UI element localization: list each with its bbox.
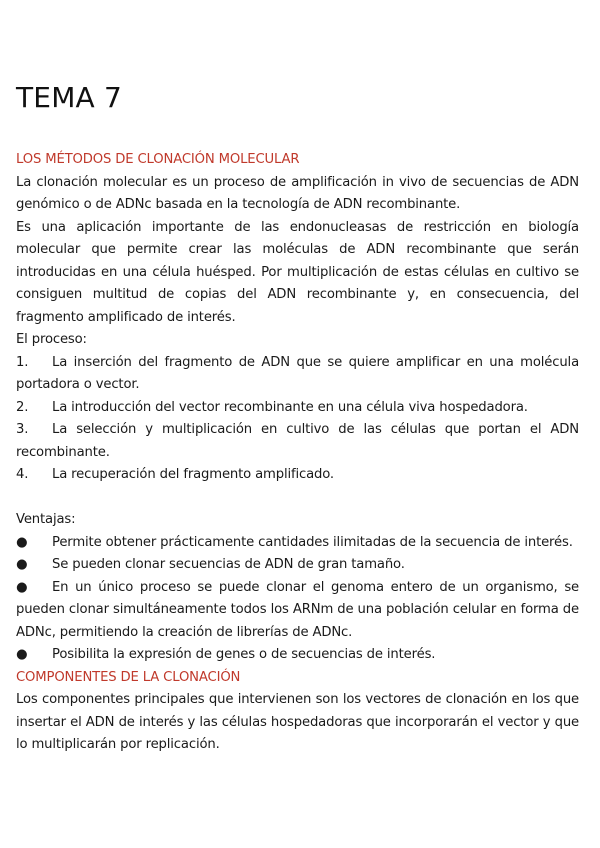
advantage-item xyxy=(16,532,579,555)
step-text: La recuperación del fragmento amplificado. xyxy=(52,467,334,482)
advantage-text: Posibilita la expresión de genes o de secuencias de interés. xyxy=(52,647,436,662)
bullet-icon: ● xyxy=(16,579,28,595)
process-step xyxy=(16,397,579,420)
process-steps-list xyxy=(16,352,579,487)
step-number: 4. xyxy=(16,467,29,482)
document-content xyxy=(16,149,579,757)
bullet-icon: ● xyxy=(16,557,28,572)
advantage-item xyxy=(16,644,579,667)
process-label: El proceso: xyxy=(16,332,87,347)
process-step xyxy=(16,419,579,464)
step-text: La selección y multiplicación en cultivo de las células que portan el ADN recombinante. xyxy=(16,422,579,460)
bullet-icon: ● xyxy=(16,534,28,550)
process-step xyxy=(16,464,579,487)
section-heading-componentes: COMPONENTES DE LA CLONACIÓN xyxy=(16,669,241,685)
step-number: 2. xyxy=(16,399,29,415)
step-text: La introducción del vector recombinante en una célula viva hospedadora. xyxy=(52,399,528,415)
step-number: 3. xyxy=(16,422,29,437)
paragraph-components: Los componentes principales que intervienen son los vectores de clonación en los que insertar el ADN de interés y las células hospedadoras que incorporarán el vector y que lo multiplicarán por replicación. xyxy=(16,692,579,752)
step-number: 1. xyxy=(16,354,29,370)
paragraph-application: Es una aplicación importante de las endonucleasas de restricción en biología molecular que permite crear las moléculas de ADN recombinante que serán introducidas en una célula huésped. Por multiplicación de estas células en cultivo se consiguen multitud de copias del ADN recombinante y, en consecuencia, del fragmento amplificado de interés. xyxy=(16,219,579,325)
process-step xyxy=(16,352,579,397)
bullet-icon: ● xyxy=(16,647,28,662)
advantage-text: En un único proceso se puede clonar el genoma entero de un organismo, se pueden clonar simultáneamente todos los ARNm de una población celular en forma de ADNc, permitiendo la creación de librerías de ADNc. xyxy=(16,579,579,640)
advantage-text: Permite obtener prácticamente cantidades ilimitadas de la secuencia de interés. xyxy=(52,534,573,550)
advantages-list xyxy=(16,532,579,667)
advantage-item xyxy=(16,577,579,645)
advantage-text: Se pueden clonar secuencias de ADN de gran tamaño. xyxy=(52,557,405,572)
step-text: La inserción del fragmento de ADN que se quiere amplificar en una molécula portadora o vector. xyxy=(16,354,579,392)
section-heading-metodos: LOS MÉTODOS DE CLONACIÓN MOLECULAR xyxy=(16,152,300,167)
blank-line xyxy=(16,487,579,510)
paragraph-definition: La clonación molecular es un proceso de amplificación in vivo de secuencias de ADN genómico o de ADNc basada en la tecnología de ADN recombinante. xyxy=(16,174,579,212)
advantage-item xyxy=(16,554,579,577)
advantages-label: Ventajas: xyxy=(16,512,76,527)
document-title: TEMA 7 xyxy=(16,81,123,114)
